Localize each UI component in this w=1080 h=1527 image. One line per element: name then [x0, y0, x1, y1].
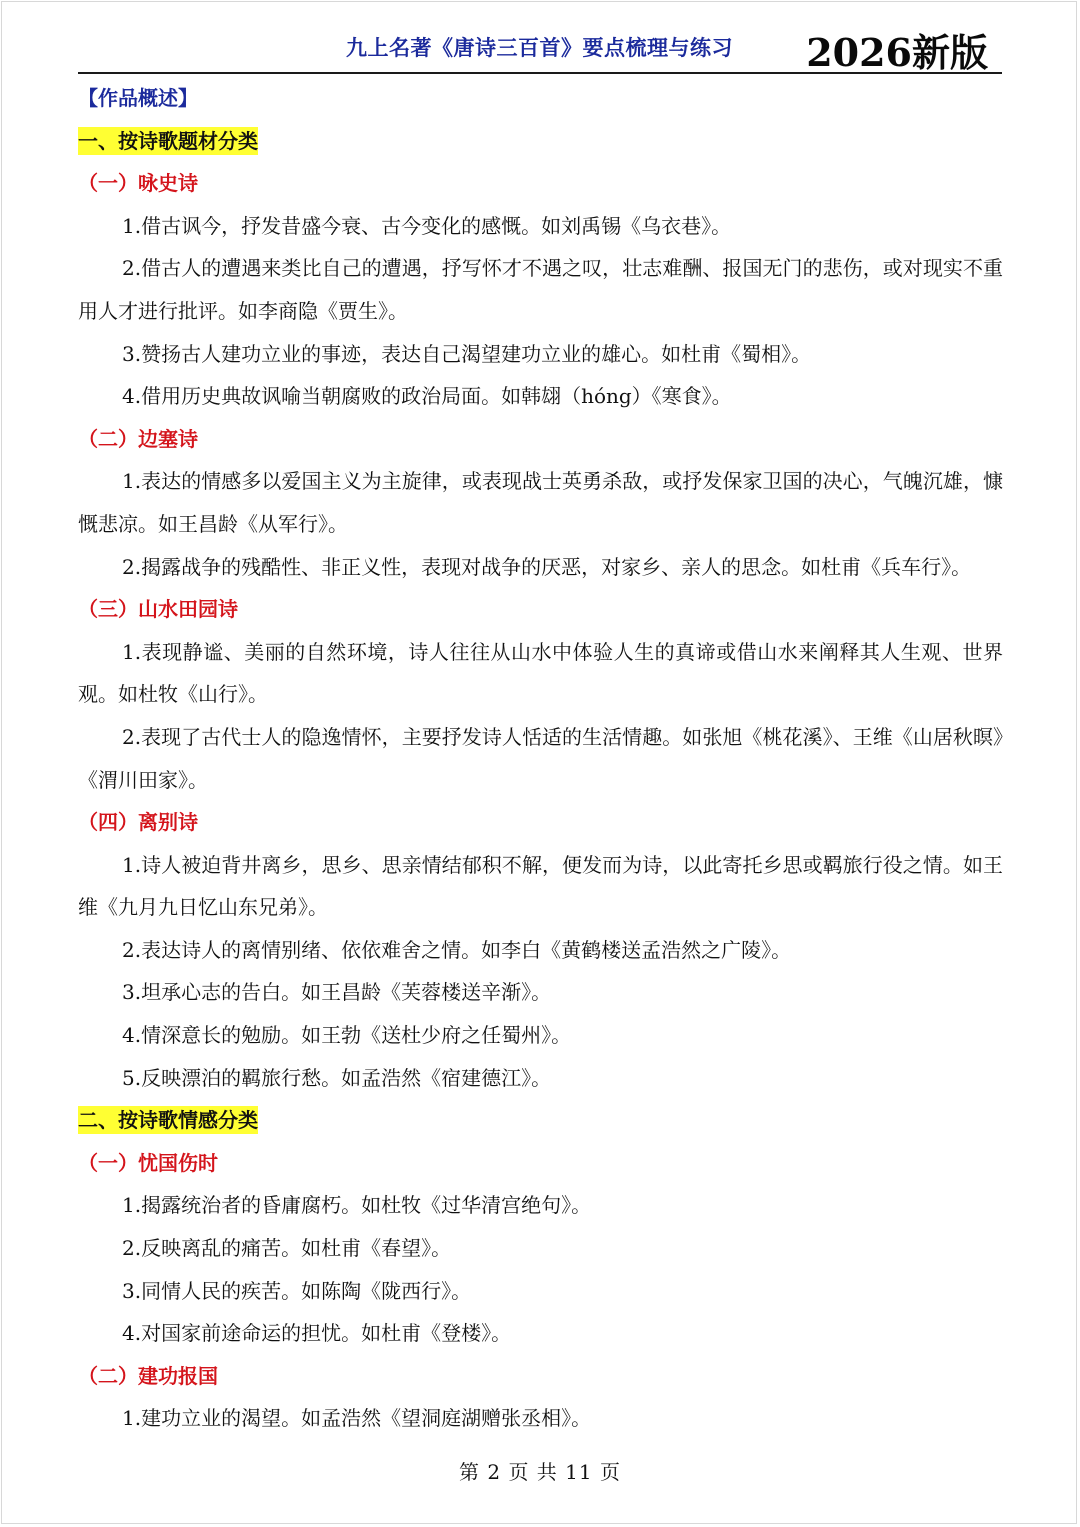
- header-title: 九上名著《唐诗三百首》要点梳理与练习: [346, 35, 733, 60]
- list-item: 1.建功立业的渴望。如孟浩然《望洞庭湖赠张丞相》。: [122, 1406, 592, 1431]
- page-header: [78, 18, 1002, 74]
- list-item: 1.诗人被迫背井离乡，思乡、思亲情结郁积不解，便发而为诗，以此寄托乡思或羁旅行役之情。如王维《九月九日忆山东兄弟》。: [78, 852, 1003, 920]
- list-item: 2.反映离乱的痛苦。如杜甫《春望》。: [122, 1236, 452, 1261]
- section-heading: [78, 1099, 1003, 1142]
- list-item: 1.表现静谧、美丽的自然环境，诗人往往从山水中体验人生的真谛或借山水来阐释其人生观、世界观。如杜牧《山行》。: [78, 639, 1003, 707]
- list-item: 1.借古讽今，抒发昔盛今衰、古今变化的感慨。如刘禹锡《乌衣巷》。: [122, 213, 732, 238]
- document-body: [78, 77, 1003, 1440]
- overview-label: 【作品概述】: [78, 86, 198, 110]
- sub-heading: （二）建功报国: [78, 1363, 218, 1388]
- list-item: 3.赞扬古人建功立业的事迹，表达自己渴望建功立业的雄心。如杜甫《蜀相》。: [122, 341, 812, 366]
- list-item: 1.揭露统治者的昏庸腐朽。如杜牧《过华清宫绝句》。: [122, 1193, 592, 1218]
- sub-heading: （二）边塞诗: [78, 426, 198, 451]
- section-heading-text: 一、按诗歌题材分类: [78, 128, 258, 153]
- list-item: 1.表达的情感多以爱国主义为主旋律，或表现战士英勇杀敌，或抒发保家卫国的决心，气魄沉雄，慷慨悲凉。如王昌龄《从军行》。: [78, 469, 1003, 536]
- list-item: 4.情深意长的勉励。如王勃《送杜少府之任蜀州》。: [122, 1023, 572, 1048]
- sub-heading: （一）忧国伤时: [78, 1150, 218, 1175]
- page-number: 第 2 页 共 11 页: [459, 1460, 621, 1484]
- section-heading-text: 二、按诗歌情感分类: [78, 1108, 258, 1133]
- list-item: 2.表达诗人的离情别绪、依依难舍之情。如李白《黄鹤楼送孟浩然之广陵》。: [122, 937, 792, 962]
- header-edition: 2026新版: [806, 30, 988, 75]
- list-item: 4.借用历史典故讽喻当朝腐败的政治局面。如韩翃（hóng）《寒食》。: [122, 384, 732, 409]
- sub-heading: （三）山水田园诗: [78, 597, 238, 622]
- sub-heading: （四）离别诗: [78, 810, 198, 835]
- list-item: 3.同情人民的疾苦。如陈陶《陇西行》。: [122, 1278, 472, 1303]
- list-item: 5.反映漂泊的羁旅行愁。如孟浩然《宿建德江》。: [122, 1065, 552, 1090]
- list-item: 2.表现了古代士人的隐逸情怀，主要抒发诗人恬适的生活情趣。如张旭《桃花溪》、王维《山居秋暝》《渭川田家》。: [78, 724, 1003, 792]
- section-heading: [78, 120, 1003, 163]
- list-item: 2.借古人的遭遇来类比自己的遭遇，抒写怀才不遇之叹，壮志难酬、报国无门的悲伤，或对现实不重用人才进行批评。如李商隐《贾生》。: [78, 256, 1003, 323]
- sub-heading: （一）咏史诗: [78, 171, 198, 196]
- list-item: 2.揭露战争的残酷性、非正义性，表现对战争的厌恶，对家乡、亲人的思念。如杜甫《兵车行》。: [122, 554, 972, 579]
- list-item: 4.对国家前途命运的担忧。如杜甫《登楼》。: [122, 1321, 512, 1346]
- list-item: 3.坦承心志的告白。如王昌龄《芙蓉楼送辛渐》。: [122, 980, 552, 1005]
